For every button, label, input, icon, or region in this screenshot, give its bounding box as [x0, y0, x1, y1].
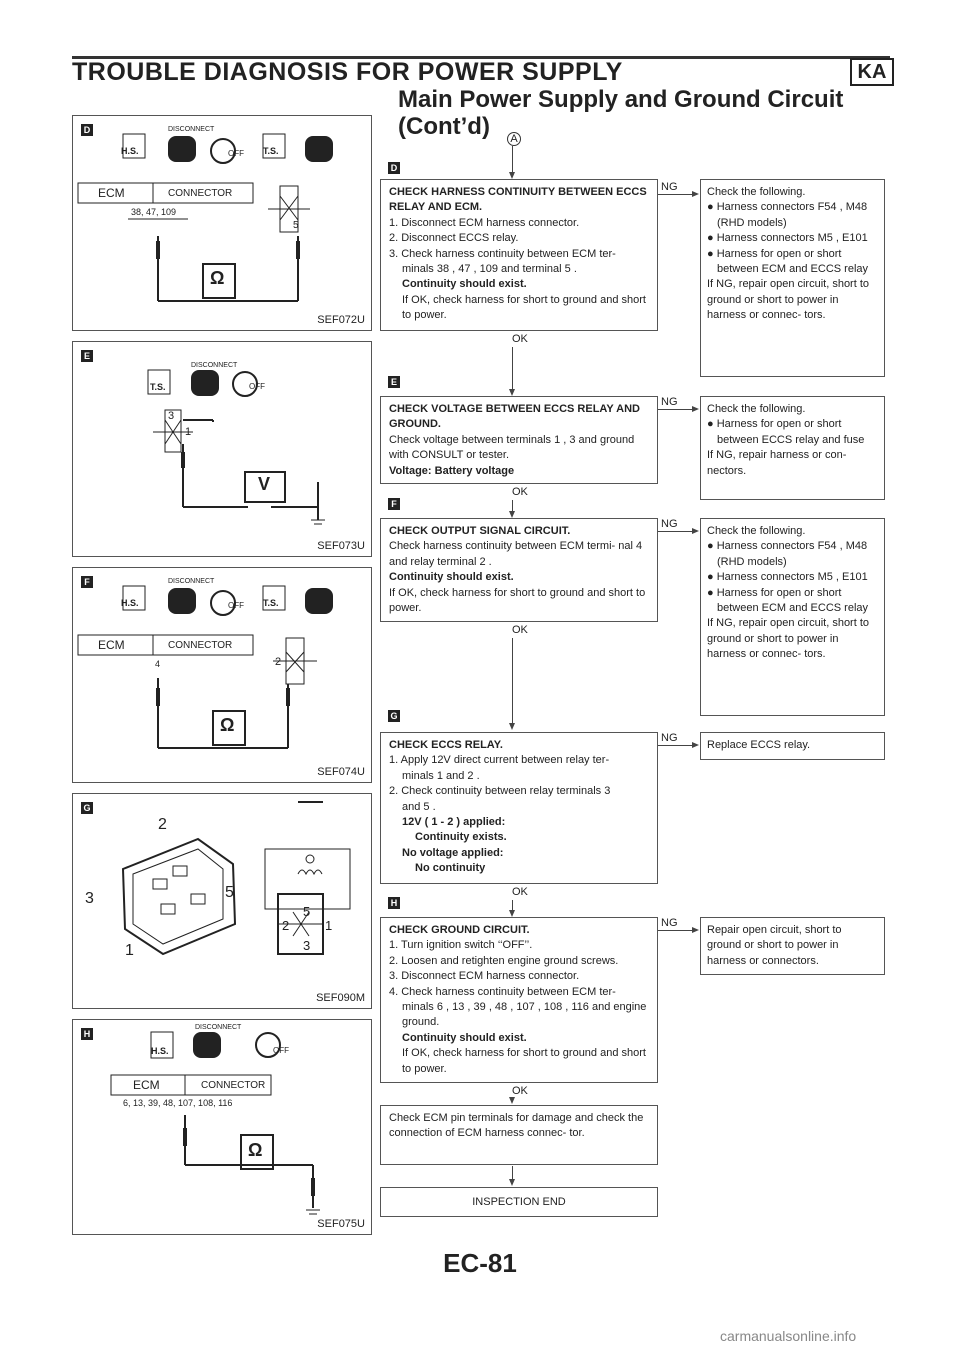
flow-line [512, 1166, 513, 1180]
result-line: Check the following. [707, 403, 806, 415]
result-bullet: ● Harness connectors M5 , E101 [707, 232, 868, 245]
connector-label: CONNECTOR [201, 1080, 266, 1091]
disconnect-label: DISCONNECT [168, 126, 215, 133]
relay-pin-label: 5 [293, 220, 299, 231]
result-line: Repair open circuit, short to ground or short to power in harness or connectors. [707, 924, 842, 967]
result-bullet: ● Harness connectors M5 , E101 [707, 571, 868, 584]
ground-circuit-diagram [73, 1020, 371, 1234]
flow-arrow [509, 723, 515, 730]
step-line: If OK, check harness for short to ground and short to power. [389, 586, 646, 615]
step-line: 4. Check harness continuity between ECM ter- [389, 985, 616, 998]
relay-pin-label: 2 [275, 656, 282, 668]
ts-label: T.S. [263, 146, 279, 156]
ecm-label: ECM [98, 186, 125, 200]
hs-label: H.S. [151, 1046, 169, 1056]
result-bullet: ● Harness for open or short between ECCS relay and fuse [707, 418, 865, 446]
figure-code: SEF074U [317, 766, 365, 778]
page-number: EC-81 [443, 1248, 517, 1278]
ng-label: NG [661, 396, 678, 408]
step-title: CHECK ECCS RELAY. [389, 739, 503, 751]
step-spec: No voltage applied: [402, 846, 504, 859]
off-label: OFF [273, 1046, 289, 1055]
ng-arrow [692, 528, 699, 534]
ng-line [658, 531, 692, 532]
inspection-end [380, 1187, 658, 1217]
step-line: 2. Loosen and retighten engine ground screws. [389, 954, 619, 967]
flow-line [512, 347, 513, 389]
step-line: 1. Turn ignition switch ‘‘OFF’’. [389, 939, 533, 952]
step-line: 1. Disconnect ECM harness connector. [389, 216, 580, 229]
ng-label: NG [661, 917, 678, 929]
step-check-voltage [380, 396, 658, 484]
result-replace-relay [700, 732, 885, 760]
ecm-label: ECM [98, 638, 125, 652]
ts-label: T.S. [263, 598, 279, 608]
figure-d [72, 115, 372, 331]
pin-1-label: 1 [125, 942, 134, 959]
ts-label: T.S. [150, 382, 166, 392]
result-line: Check the following. [707, 525, 806, 537]
harness-continuity-diagram [73, 116, 371, 330]
ng-label: NG [661, 181, 678, 193]
ng-label: NG [661, 732, 678, 744]
step-title: CHECK OUTPUT SIGNAL CIRCUIT. [389, 525, 571, 537]
relay-pin-3: 3 [168, 410, 175, 422]
figure-code: SEF073U [317, 540, 365, 552]
ng-label: NG [661, 518, 678, 530]
result-line: If NG, repair open circuit, short to ground or short to power in harness or connec- tors. [707, 278, 870, 322]
ohmmeter-icon: Ω [210, 268, 225, 288]
watermark: carmanualsonline.info [720, 1328, 857, 1344]
ng-line [658, 930, 692, 931]
marker-g: G [81, 802, 93, 814]
step-line: minals 1 and 2 . [402, 769, 480, 782]
ng-arrow [692, 191, 699, 197]
page-section-title: TROUBLE DIAGNOSIS FOR POWER SUPPLY [72, 58, 623, 86]
step-title: CHECK GROUND CIRCUIT. [389, 924, 530, 936]
result-repair-ground [700, 917, 885, 975]
eccs-relay-diagram [73, 794, 371, 1008]
figure-f [72, 567, 372, 783]
flow-arrow [509, 1179, 515, 1186]
ng-line [658, 194, 692, 195]
flow-line [512, 146, 513, 172]
output-signal-diagram [73, 568, 371, 782]
pin-2-label: 2 [158, 816, 167, 833]
ok-label: OK [512, 1085, 528, 1097]
step-spec: Continuity should exist. [402, 1031, 527, 1044]
step-spec: Continuity exists. [415, 831, 507, 844]
figure-g [72, 793, 372, 1009]
figure-code: SEF075U [317, 1218, 365, 1230]
step-spec: Voltage: Battery voltage [389, 464, 515, 477]
step-check-output-signal [380, 518, 658, 622]
step-title: CHECK VOLTAGE BETWEEN ECCS RELAY AND GROUND. [389, 403, 640, 431]
result-bullet: ● Harness for open or short between ECM and ECCS relay [707, 586, 869, 615]
step-title: CHECK HARNESS CONTINUITY BETWEEN ECCS RELAY AND ECM. [389, 186, 647, 214]
step-marker-f: F [388, 498, 400, 510]
disconnect-label: DISCONNECT [191, 362, 238, 369]
ok-label: OK [512, 624, 528, 636]
flow-arrow [509, 1097, 515, 1104]
step-line: Check harness continuity between ECM termi- nal 4 and relay terminal 2 . [389, 540, 643, 568]
pin-3-label: 3 [85, 890, 94, 907]
off-label: OFF [228, 601, 244, 610]
step-check-harness-continuity [380, 179, 658, 331]
step-marker-g: G [388, 710, 400, 722]
step-marker-e: E [388, 376, 400, 388]
step-final-check [380, 1105, 658, 1165]
figure-code: SEF090M [316, 992, 365, 1004]
relay-pin-5: 5 [303, 904, 311, 919]
result-line: Replace ECCS relay. [707, 739, 811, 751]
relay-pin-1: 1 [325, 918, 333, 933]
step-line: If OK, check harness for short to ground and short to power. [402, 293, 646, 322]
ng-arrow [692, 742, 699, 748]
ok-label: OK [512, 333, 528, 345]
step-spec: 12V ( 1 - 2 ) applied: [402, 816, 506, 829]
flow-line [512, 638, 513, 725]
marker-h: H [81, 1028, 93, 1040]
step-line: 3. Disconnect ECM harness connector. [389, 970, 580, 983]
result-check-voltage [700, 396, 885, 500]
off-label: OFF [249, 382, 265, 391]
start-marker: A [507, 132, 521, 146]
result-bullet: ● Harness connectors F54 , M48 (RHD models) [707, 201, 868, 229]
ng-arrow [692, 406, 699, 412]
relay-pin-3: 3 [303, 938, 311, 953]
marker-f: F [81, 576, 93, 588]
step-line: 1. Apply 12V direct current between relay ter- [389, 754, 610, 767]
inspection-end-label: INSPECTION END [472, 1196, 566, 1208]
ohmmeter-icon: Ω [220, 715, 235, 735]
step-marker-d: D [388, 162, 400, 174]
flow-arrow [509, 172, 515, 179]
step-line: If OK, check harness for short to ground and short to power. [402, 1047, 646, 1075]
result-line: Check the following. [707, 186, 806, 198]
step-check-ground-circuit [380, 917, 658, 1083]
result-bullet: ● Harness for open or short between ECM and ECCS relay [707, 247, 869, 276]
ohmmeter-icon: Ω [248, 1140, 263, 1160]
result-bullet: ● Harness connectors F54 , M48 (RHD models) [707, 540, 868, 568]
hs-label: H.S. [121, 146, 139, 156]
ok-label: OK [512, 886, 528, 898]
ng-arrow [692, 927, 699, 933]
page-title: Main Power Supply and Ground Circuit (Cont’d) [398, 86, 844, 140]
final-check-text: Check ECM pin terminals for damage and check the connection of ECM harness connec- tor. [389, 1112, 644, 1140]
voltmeter-icon: V [258, 474, 271, 494]
step-line: minals 38 , 47 , 109 and terminal 5 . [402, 263, 577, 276]
step-line: and 5 . [402, 800, 436, 813]
result-check-harness [700, 179, 885, 377]
flow-arrow [509, 910, 515, 917]
relay-pin-1: 1 [185, 426, 192, 438]
connector-label: CONNECTOR [168, 640, 233, 651]
figure-e [72, 341, 372, 557]
step-check-eccs-relay [380, 732, 658, 884]
relay-voltage-diagram [73, 342, 371, 556]
marker-e: E [81, 350, 93, 362]
step-spec: No continuity [415, 862, 486, 875]
ng-line [658, 745, 692, 746]
relay-pin-2: 2 [282, 918, 290, 933]
result-line: If NG, repair harness or con- nectors. [707, 449, 847, 477]
result-check-output [700, 518, 885, 716]
connector-label: CONNECTOR [168, 188, 233, 199]
step-line: 3. Check harness continuity between ECM ter- [389, 247, 616, 260]
ecm-pin-label: 4 [155, 659, 161, 669]
disconnect-label: DISCONNECT [168, 578, 215, 585]
off-label: OFF [228, 149, 244, 158]
ok-label: OK [512, 486, 528, 498]
step-line: 2. Disconnect ECCS relay. [389, 232, 519, 245]
result-line: If NG, repair open circuit, short to ground or short to power in harness or connec- tors. [707, 617, 870, 661]
step-spec: Continuity should exist. [402, 278, 527, 291]
disconnect-label: DISCONNECT [195, 1024, 242, 1031]
ecm-pins-label: 6, 13, 39, 48, 107, 108, 116 [123, 1098, 233, 1108]
figure-code: SEF072U [317, 314, 365, 326]
ecm-pins-label: 38, 47, 109 [131, 207, 177, 217]
step-marker-h: H [388, 897, 400, 909]
figure-h [72, 1019, 372, 1235]
flow-arrow [509, 389, 515, 396]
step-line: minals 6 , 13 , 39 , 48 , 107 , 108 , 116 and engine ground. [402, 1001, 647, 1029]
hs-label: H.S. [121, 598, 139, 608]
flow-arrow [509, 511, 515, 518]
ecm-label: ECM [133, 1078, 160, 1092]
ng-line [658, 409, 692, 410]
step-line: 2. Check continuity between relay terminals 3 [389, 785, 611, 798]
step-spec: Continuity should exist. [389, 571, 514, 584]
marker-d: D [81, 124, 93, 136]
pin-5-label: 5 [225, 884, 234, 901]
section-badge: KA [850, 58, 894, 86]
step-line: Check voltage between terminals 1 , 3 and ground with CONSULT or tester. [389, 433, 635, 462]
